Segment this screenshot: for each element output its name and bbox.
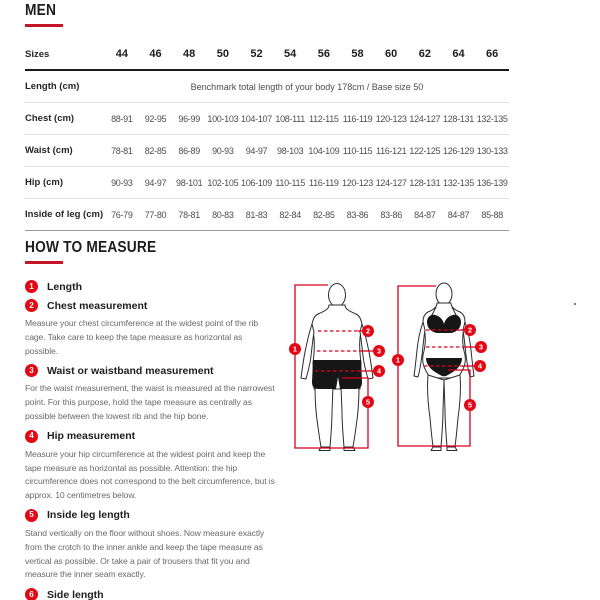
measurement-value: 82-85	[144, 145, 167, 156]
size-column-header: 54	[284, 48, 297, 60]
measurement-value: 77-80	[144, 209, 167, 220]
measurement-value: 85-88	[481, 209, 503, 220]
female-head	[436, 283, 452, 305]
size-column-header: 44	[115, 48, 128, 60]
measure-step-5	[25, 509, 275, 582]
sizes-header-row	[25, 39, 509, 69]
male-figure-diagram	[282, 276, 392, 454]
measure-step-1	[25, 280, 275, 293]
measurement-value: 122-125	[409, 145, 441, 156]
step-header	[25, 430, 275, 443]
svg-text:5: 5	[365, 397, 371, 407]
marker-4-icon	[474, 360, 486, 372]
male-left-arm	[301, 324, 314, 379]
measurement-value: 106-109	[241, 177, 272, 188]
measurement-value: 98-103	[277, 145, 304, 156]
measure-steps-list	[25, 280, 275, 600]
marker-5-icon	[464, 399, 476, 411]
step-title: Hip measurement	[47, 430, 136, 443]
size-column-header: 66	[486, 48, 499, 60]
measurement-value: 78-81	[111, 145, 133, 156]
row-label: Hip (cm)	[25, 177, 63, 188]
step-header	[25, 299, 275, 312]
marker-3-icon	[475, 341, 487, 353]
marker-1-icon	[392, 354, 404, 366]
size-column-header: 60	[385, 48, 398, 60]
measurement-value: 90-93	[212, 145, 234, 156]
female-right-foot	[447, 447, 457, 451]
step-title: Side length	[47, 588, 104, 600]
female-left-foot	[431, 447, 441, 451]
measurement-value: 116-119	[342, 113, 373, 124]
size-column-header: 62	[418, 48, 431, 60]
step-number-badge: 1	[25, 280, 38, 293]
marker-2-icon	[362, 325, 374, 337]
svg-text:2: 2	[365, 326, 371, 336]
measurement-value: 104-109	[308, 145, 340, 156]
measure-step-3	[25, 364, 275, 423]
svg-text:2: 2	[467, 325, 473, 335]
measurement-value: 76-79	[111, 209, 133, 220]
measurement-value: 128-131	[443, 113, 474, 124]
measurement-value: 110-115	[275, 177, 305, 188]
men-size-table	[25, 39, 509, 231]
measurement-value: 84-87	[414, 209, 436, 220]
female-body-outline	[414, 283, 474, 451]
size-column-header: 50	[216, 48, 229, 60]
measure-step-6	[25, 588, 275, 600]
measurement-value: 82-84	[279, 209, 301, 220]
measurement-value: 83-86	[346, 209, 369, 220]
step-description: Measure your hip circumference at the widest point and keep the tape measure as horizontal as possible. Attention: the hip circumference does not correspond to the belt circumference, but is approx. 10 centimetres below.	[25, 448, 275, 501]
step-number-badge: 5	[25, 509, 38, 522]
step-description: Stand vertically on the floor without shoes. Now measure exactly from the crotch to the inner ankle and keep the tape measure as vertical as possible. Or take a pair of trousers that fit you and measure the inner seam exactly.	[25, 527, 265, 580]
male-left-leg	[315, 386, 333, 447]
row-label: Inside of leg (cm)	[25, 209, 104, 220]
measurement-value: 94-97	[245, 145, 268, 156]
row-label: Waist (cm)	[25, 145, 73, 156]
step-title: Inside leg length	[47, 509, 130, 522]
svg-text:5: 5	[467, 400, 473, 410]
step-number-badge: 3	[25, 364, 38, 377]
female-right-leg	[444, 375, 460, 447]
measurement-row	[25, 103, 509, 134]
step-number-badge: 6	[25, 588, 38, 600]
section-title-how-to-measure: HOW TO MEASURE	[25, 239, 157, 256]
size-column-header: 64	[452, 48, 465, 60]
measurement-row	[25, 167, 509, 198]
measurement-value: 102-105	[207, 177, 239, 188]
measurement-value: 83-86	[380, 209, 402, 220]
measurement-value: 120-123	[375, 113, 407, 124]
measurement-value: 88-91	[111, 113, 133, 124]
measurement-value: 126-129	[443, 145, 474, 156]
measurement-value: 108-111	[275, 113, 305, 124]
svg-text:3: 3	[478, 342, 484, 352]
size-column-header: 56	[317, 48, 330, 60]
title-underline	[25, 24, 63, 27]
svg-text:4: 4	[376, 366, 382, 376]
marker-1-icon	[289, 343, 301, 355]
measure-step-2	[25, 299, 275, 358]
svg-text:4: 4	[477, 361, 483, 371]
step-description: For the waist measurement, the waist is measured at the narrowest point. For this purpose, hold the tape measure as centrally as possible between the lowest rib and the hip bone.	[25, 383, 275, 421]
measurement-row	[25, 135, 509, 166]
step-number-badge: 2	[25, 299, 38, 312]
step-description: Measure your chest circumference at the widest point of the rib cage. Take care to keep the tape measure as horizontal as possible.	[25, 318, 259, 356]
step-header	[25, 364, 275, 377]
table-rule	[25, 230, 509, 231]
svg-text:1: 1	[292, 344, 298, 354]
measurement-value: 94-97	[144, 177, 167, 188]
measurement-value: 132-135	[476, 113, 508, 124]
title-underline	[25, 261, 63, 264]
marker-3-icon	[373, 345, 385, 357]
measurement-value: 80-83	[212, 209, 234, 220]
measurement-value: 86-89	[178, 145, 200, 156]
stray-dot	[574, 303, 576, 305]
measurement-value: 130-133	[476, 145, 508, 156]
measurement-value: 124-127	[409, 113, 441, 124]
female-left-arm	[414, 322, 425, 377]
men-size-chart-section	[25, 3, 600, 231]
step-header	[25, 588, 275, 600]
measurement-value: 136-139	[476, 177, 508, 188]
measurement-row	[25, 199, 509, 230]
length-row	[25, 71, 509, 102]
step-title: Length	[47, 280, 82, 293]
marker-2-icon	[464, 324, 476, 336]
measurement-value: 112-115	[309, 113, 339, 124]
size-column-header: 58	[351, 48, 364, 60]
measurement-value: 84-87	[447, 209, 470, 220]
measurement-value: 116-119	[309, 177, 339, 188]
male-right-leg	[341, 386, 359, 447]
step-header	[25, 280, 275, 293]
step-header	[25, 509, 275, 522]
female-left-leg	[428, 375, 444, 447]
row-label: Chest (cm)	[25, 113, 75, 124]
measurement-value: 78-81	[178, 209, 200, 220]
measurement-value: 82-85	[313, 209, 335, 220]
measurement-value: 116-121	[376, 145, 407, 156]
measurement-diagrams	[282, 276, 582, 456]
measurement-value: 90-93	[111, 177, 133, 188]
step-title: Chest measurement	[47, 299, 148, 312]
sizes-row-label: Sizes	[25, 48, 50, 60]
size-column-header: 48	[183, 48, 196, 60]
measurement-value: 104-107	[241, 113, 272, 124]
female-figure-diagram	[390, 276, 540, 454]
size-column-header: 46	[149, 48, 162, 60]
measurement-value: 100-103	[207, 113, 239, 124]
section-title-men: MEN	[25, 2, 57, 19]
length-benchmark-text: Benchmark total length of your body 178cm / Base size 50	[190, 81, 424, 92]
measurement-value: 92-95	[144, 113, 167, 124]
row-label: Length (cm)	[25, 81, 80, 92]
measurement-value: 132-135	[443, 177, 474, 188]
step-number-badge: 4	[25, 430, 38, 443]
measurement-value: 120-123	[342, 177, 373, 188]
marker-4-icon	[373, 365, 385, 377]
marker-5-icon	[362, 396, 374, 408]
male-head	[329, 284, 346, 307]
male-body-outline	[301, 284, 373, 451]
measurement-value: 110-115	[342, 145, 373, 156]
measurement-value: 98-101	[176, 177, 203, 188]
step-title: Waist or waistband measurement	[47, 364, 214, 377]
measurement-value: 128-131	[409, 177, 441, 188]
svg-text:1: 1	[395, 355, 401, 365]
measurement-value: 81-83	[245, 209, 268, 220]
size-column-header: 52	[250, 48, 263, 60]
measurement-value: 96-99	[178, 113, 200, 124]
measurement-value: 124-127	[375, 177, 407, 188]
svg-text:3: 3	[376, 346, 382, 356]
measure-step-4	[25, 430, 275, 503]
